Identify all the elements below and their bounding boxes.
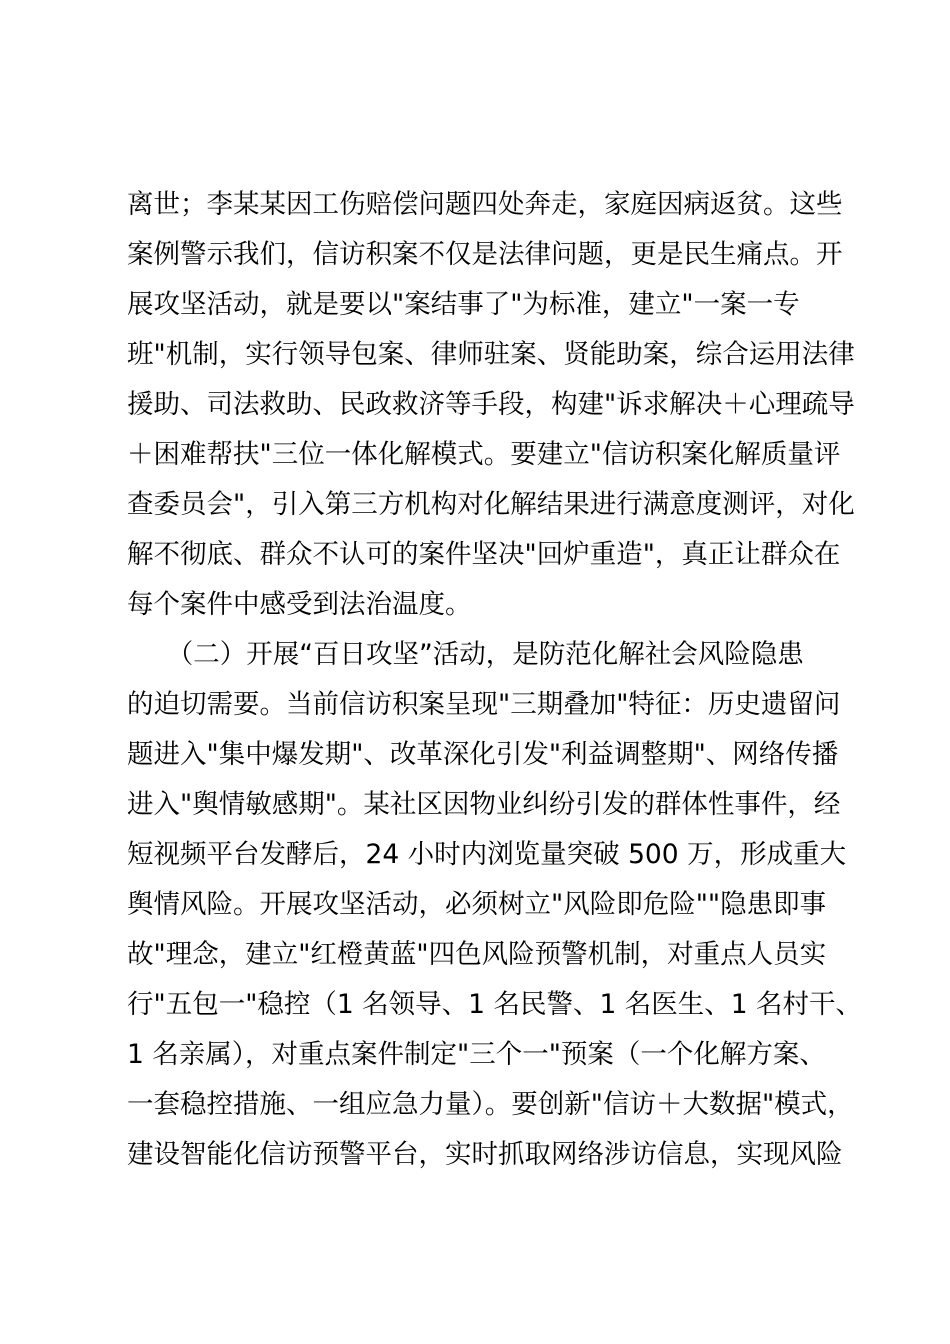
- text-line: 题进入"集中爆发期"、改革深化引发"利益调整期"、网络传播: [127, 739, 839, 770]
- text-line: 援助、司法救助、民政救济等手段，构建"诉求解决＋心理疏导: [127, 389, 855, 420]
- text-line: 解不彻底、群众不认可的案件坚决"回炉重造"，真正让群众在: [127, 539, 841, 570]
- text-line: 离世；李某某因工伤赔偿问题四处奔走，家庭因病返贫。这些: [127, 189, 843, 220]
- text-line: 班"机制，实行领导包案、律师驻案、贤能助案，综合运用法律: [127, 339, 855, 370]
- text-line: 案例警示我们，信访积案不仅是法律问题，更是民生痛点。开: [127, 239, 843, 270]
- text-line: 查委员会"，引入第三方机构对化解结果进行满意度测评，对化: [127, 489, 855, 520]
- text-line: 短视频平台发酵后，24 小时内浏览量突破 500 万，形成重大: [127, 839, 847, 870]
- text-line: 每个案件中感受到法治温度。: [127, 589, 472, 620]
- text-line: 舆情风险。开展攻坚活动，必须树立"风险即危险""隐患即事: [127, 889, 827, 920]
- text-line: （二）开展“百日攻坚”活动，是防范化解社会风险隐患: [127, 639, 804, 670]
- text-line: ＋困难帮扶"三位一体化解模式。要建立"信访积案化解质量评: [127, 439, 841, 470]
- text-line: 进入"舆情敏感期"。某社区因物业纠纷引发的群体性事件，经: [127, 789, 841, 820]
- text-line: 一套稳控措施、一组应急力量）。要创新"信访＋大数据"模式，: [127, 1089, 854, 1120]
- text-line: 建设智能化信访预警平台，实时抓取网络涉访信息，实现风险: [127, 1139, 843, 1170]
- text-line: 行"五包一"稳控（1 名领导、1 名民警、1 名医生、1 名村干、: [127, 989, 863, 1020]
- text-line: 的迫切需要。当前信访积案呈现"三期叠加"特征：历史遗留问: [127, 689, 841, 720]
- body-text: [127, 180, 863, 1180]
- text-line: 1 名亲属），对重点案件制定"三个一"预案（一个化解方案、: [127, 1039, 826, 1070]
- text-line: 展攻坚活动，就是要以"案结事了"为标准，建立"一案一专: [127, 289, 800, 320]
- text-line: 故"理念，建立"红橙黄蓝"四色风险预警机制，对重点人员实: [127, 939, 827, 970]
